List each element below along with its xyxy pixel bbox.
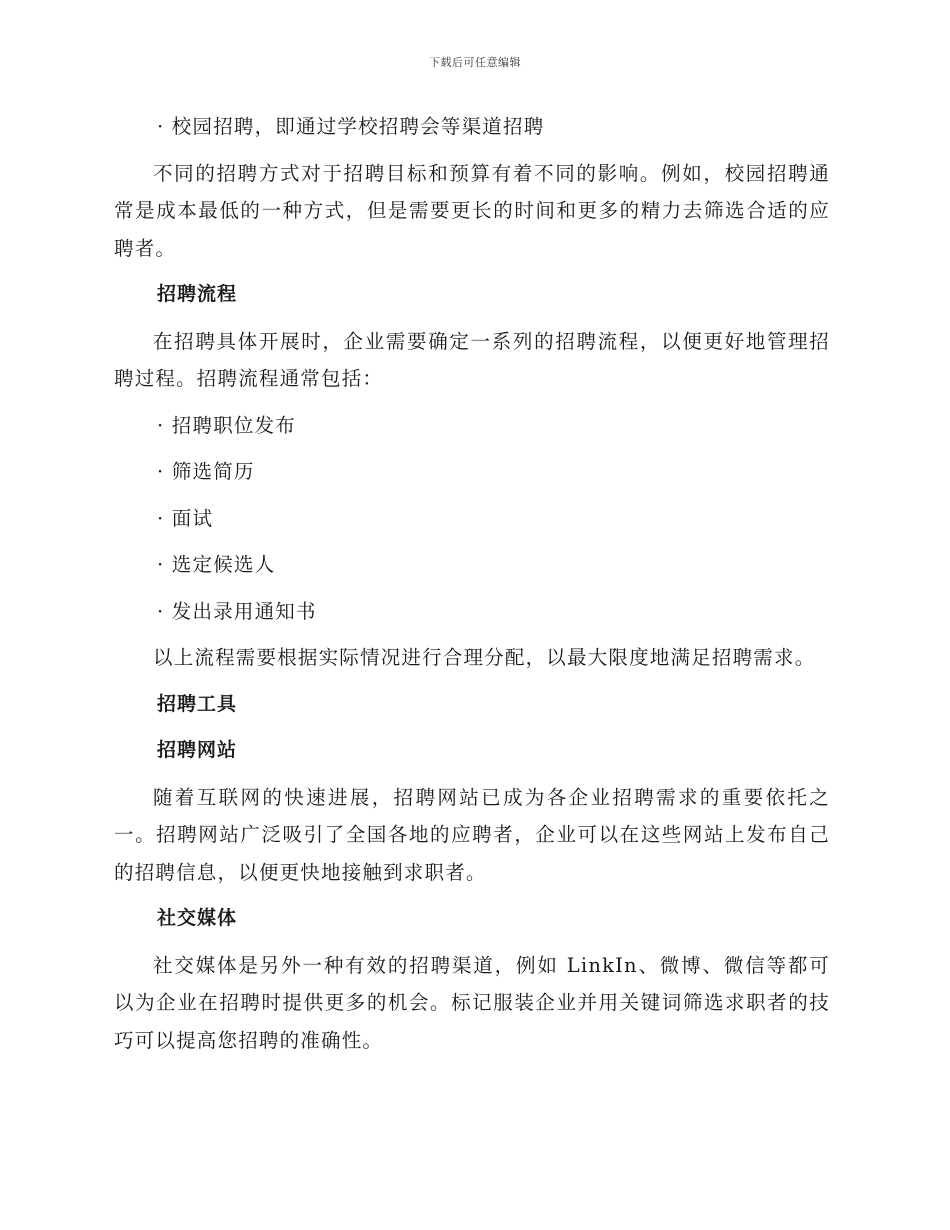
list-item-select-candidate: · 选定候选人 bbox=[157, 553, 276, 576]
section-heading-tools: 招聘工具 bbox=[157, 692, 238, 715]
list-item-publish-position: · 招聘职位发布 bbox=[157, 413, 296, 437]
list-item-campus-recruiting: · 校园招聘，即通过学校招聘会等渠道招聘 bbox=[157, 115, 545, 138]
document-body bbox=[114, 108, 830, 1068]
section-heading-social-media: 社交媒体 bbox=[157, 907, 238, 929]
list-item-send-offer: · 发出录用通知书 bbox=[157, 599, 317, 623]
paragraph-recruiting-methods: 不同的招聘方式对于招聘目标和预算有着不同的影响。例如，校园招聘通常是成本最低的一种方式，但是需要更长的时间和更多的精力去筛选合适的应聘者。 bbox=[114, 161, 830, 260]
list-item-screen-resumes: · 筛选简历 bbox=[157, 460, 255, 483]
page-header: 下载后可任意编辑 bbox=[429, 56, 521, 69]
list-item-interview: · 面试 bbox=[157, 506, 214, 530]
paragraph-social-media: 社交媒体是另外一种有效的招聘渠道，例如 LinkIn、微博、微信等都可以为企业在招聘时提供更多的机会。标记服装企业并用关键词筛选求职者的技巧可以提高您招聘的准确性。 bbox=[114, 953, 830, 1052]
section-heading-process: 招聘流程 bbox=[157, 283, 238, 305]
section-heading-websites: 招聘网站 bbox=[157, 739, 238, 761]
paragraph-process-intro: 在招聘具体开展时，企业需要确定一系列的招聘流程，以便更好地管理招聘过程。招聘流程通常包括： bbox=[114, 329, 830, 390]
paragraph-process-summary: 以上流程需要根据实际情况进行合理分配，以最大限度地满足招聘需求。 bbox=[153, 646, 816, 669]
paragraph-websites: 随着互联网的快速进展，招聘网站已成为各企业招聘需求的重要依托之一。招聘网站广泛吸引了全国各地的应聘者，企业可以在这些网站上发布自己的招聘信息，以便更快地接触到求职者。 bbox=[114, 785, 830, 884]
